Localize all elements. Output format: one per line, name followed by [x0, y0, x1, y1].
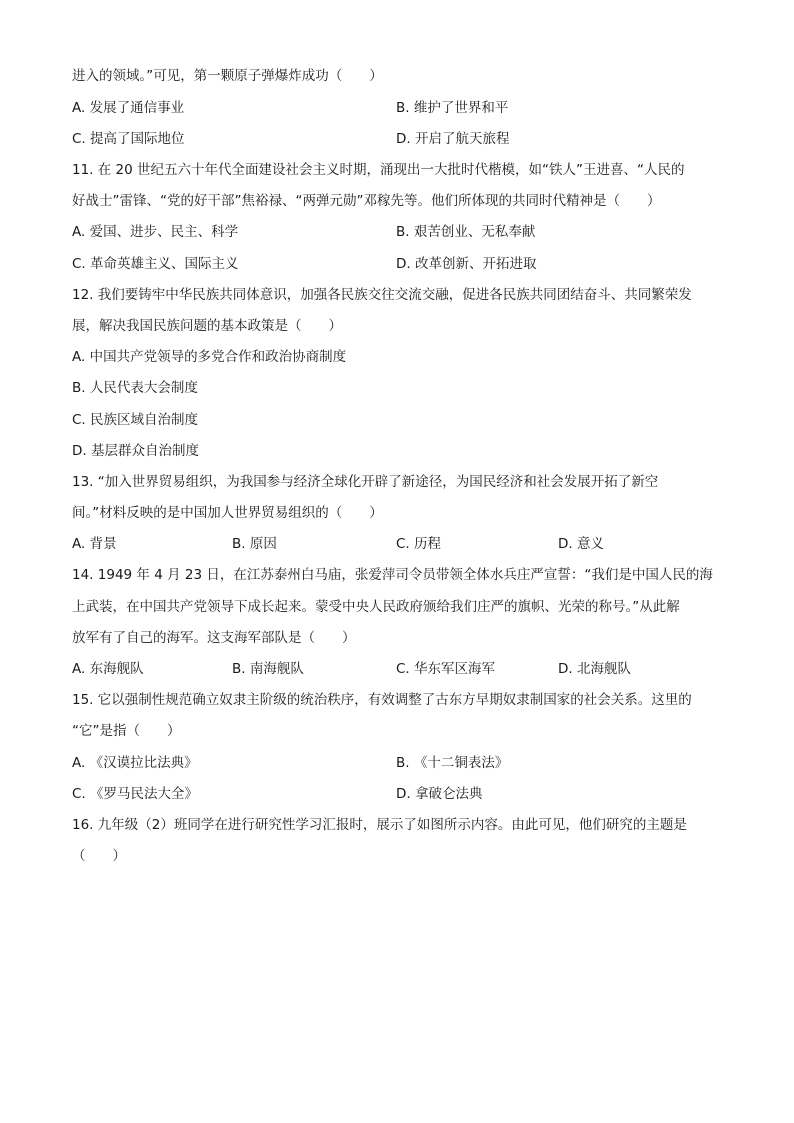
q14-option-a: A. 东海舰队: [72, 661, 144, 677]
q15-option-a: A. 《汉谟拉比法典》: [72, 755, 198, 771]
q11-option-b: B. 艰苦创业、无私奉献: [396, 224, 536, 240]
q12-option-c: C. 民族区域自治制度: [72, 412, 199, 428]
q15-option-d: D. 拿破仑法典: [396, 786, 483, 802]
q14-stem-line2: 上武装，在中国共产党领导下成长起来。蒙受中央人民政府颁给我们庄严的旗帜、光荣的称号。”从此解: [72, 599, 680, 615]
q11-option-d: D. 改革创新、开拓进取: [396, 256, 537, 272]
q15-option-c: C. 《罗马民法大全》: [72, 786, 199, 802]
q14-option-c: C. 华东军区海军: [396, 661, 496, 677]
q12-option-b: B. 人民代表大会制度: [72, 380, 198, 396]
q14-option-d: D. 北海舰队: [558, 661, 631, 677]
q11-stem-line1: 11. 在 20 世纪五六十年代全面建设社会主义时期，涌现出一大批时代楷模，如“铁人”王进喜、“人民的: [72, 162, 685, 178]
q12-option-a: A. 中国共产党领导的多党合作和政治协商制度: [72, 349, 347, 365]
q16-stem-line1: 16. 九年级（2）班同学在进行研究性学习汇报时，展示了如图所示内容。由此可见，他们研究的主题是: [72, 817, 687, 833]
q15-option-b: B. 《十二铜表法》: [396, 755, 509, 771]
q15-stem-line2: “它”是指（ ）: [72, 723, 181, 739]
q10-option-a: A. 发展了通信事业: [72, 100, 185, 116]
q13-option-c: C. 历程: [396, 536, 442, 552]
q16-stem-line2: （ ）: [72, 848, 126, 864]
q13-stem-line2: 间。”材料反映的是中国加人世界贸易组织的（ ）: [72, 505, 383, 521]
q13-stem-line1: 13. “加入世界贸易组织，为我国参与经济全球化开辟了新途径，为国民经济和社会发展开拓了新空: [72, 474, 659, 490]
q14-stem-line3: 放军有了自己的海军。这支海军部队是（ ）: [72, 630, 356, 646]
q12-stem-line1: 12. 我们要铸牢中华民族共同体意识，加强各民族交往交流交融，促进各民族共同团结奋斗、共同繁荣发: [72, 287, 692, 303]
q14-stem-line1: 14. 1949 年 4 月 23 日，在江苏泰州白马庙，张爱萍司令员带领全体水兵庄严宣誓：“我们是中国人民的海: [72, 567, 713, 583]
q10-stem-tail: 进入的领域。”可见，第一颗原子弹爆炸成功（ ）: [72, 68, 383, 84]
q13-option-b: B. 原因: [232, 536, 277, 552]
q12-option-d: D. 基层群众自治制度: [72, 443, 199, 459]
q12-stem-line2: 展，解决我国民族问题的基本政策是（ ）: [72, 318, 342, 334]
q11-stem-line2: 好战士”雷锋、“党的好干部”焦裕禄、“两弹元勋”邓稼先等。他们所体现的共同时代精神是（ ）: [72, 193, 661, 209]
q11-option-c: C. 革命英雄主义、国际主义: [72, 256, 239, 272]
q15-stem-line1: 15. 它以强制性规范确立奴隶主阶级的统治秩序，有效调整了古东方早期奴隶制国家的社会关系。这里的: [72, 692, 692, 708]
q10-option-c: C. 提高了国际地位: [72, 131, 185, 147]
q13-option-a: A. 背景: [72, 536, 117, 552]
q14-option-b: B. 南海舰队: [232, 661, 304, 677]
q10-option-b: B. 维护了世界和平: [396, 100, 509, 116]
q11-option-a: A. 爱国、进步、民主、科学: [72, 224, 239, 240]
q10-option-d: D. 开启了航天旅程: [396, 131, 510, 147]
q13-option-d: D. 意义: [558, 536, 604, 552]
